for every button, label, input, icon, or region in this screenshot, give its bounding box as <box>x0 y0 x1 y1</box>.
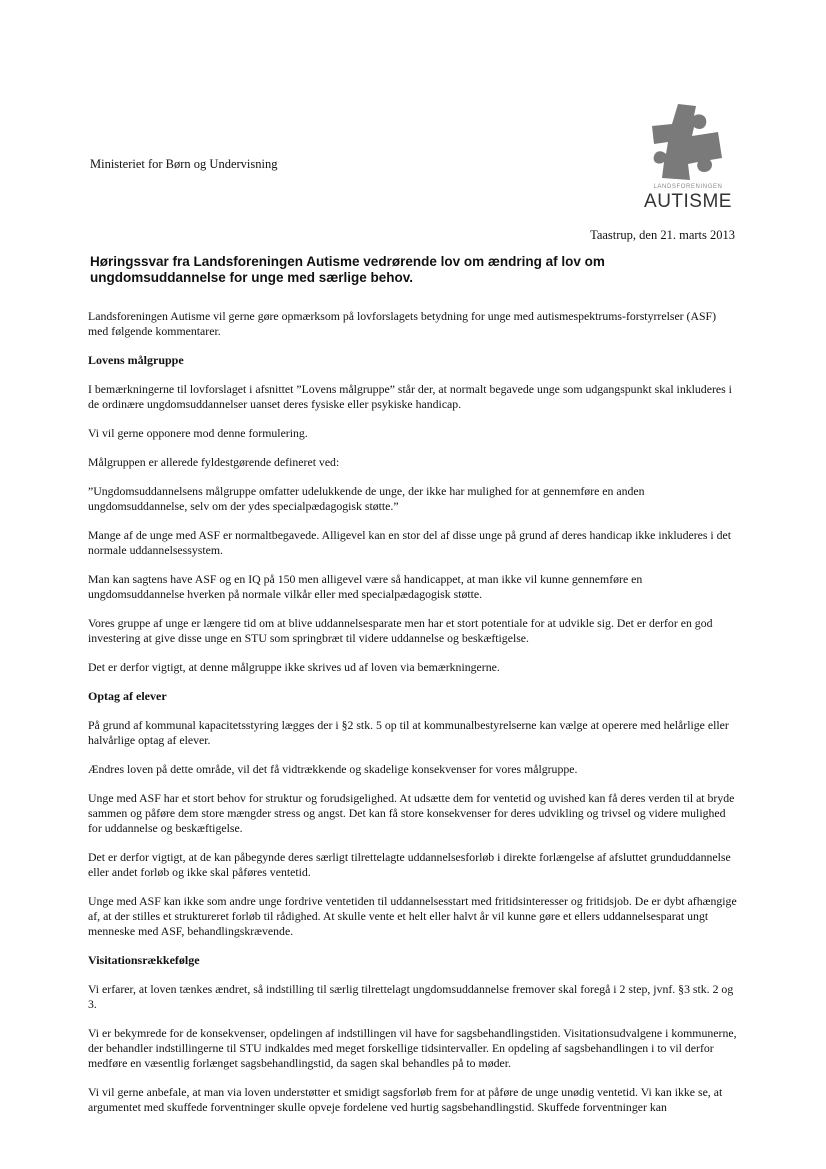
landsforeningen-autisme-logo <box>638 102 738 220</box>
paragraph: Ændres loven på dette område, vil det få vidtrækkende og skadelige konsekvenser for vores målgruppe. <box>88 762 578 776</box>
paragraph: Det er derfor vigtigt, at de kan påbegynde deres særligt tilrettelagte uddannelsesforløb i direkte forlængelse af afsluttet grunduddannelse eller andet forløb og ikke skal påføres ventetid. <box>88 850 731 879</box>
paragraph: Vi er bekymrede for de konsekvenser, opdelingen af indstillingen vil have for sagsbehandlingstiden. Visitationsudvalgene i kommunerne, der behandler indstillingerne til STU indkaldes med meget forskellige tidsintervaller. En opdeling af sagsbehandlingen i to vil derfor medføre en væsentlig forlænget sagsbehandlingstid, da sagen skal behandles på to møder. <box>88 1026 737 1070</box>
paragraph: Vores gruppe af unge er længere tid om at blive uddannelsesparate men har et stort potentiale for at udvikle sig. Det er derfor en god investering at give disse unge en STU som springbræt til videre uddannelse og beskæftigelse. <box>88 616 713 645</box>
paragraph: På grund af kommunal kapacitetsstyring lægges der i §2 stk. 5 op til at kommunalbestyrelserne kan vælge at operere med helårlige eller halvårlige optag af elever. <box>88 718 729 747</box>
paragraph: Det er derfor vigtigt, at denne målgruppe ikke skrives ud af loven via bemærkningerne. <box>88 660 500 674</box>
logo-subtitle: LANDSFORENINGEN <box>653 184 723 190</box>
paragraph: Vi vil gerne opponere mod denne formulering. <box>88 426 308 440</box>
paragraph: I bemærkningerne til lovforslaget i afsnittet ”Lovens målgruppe” står der, at normalt begavede unge som udgangspunkt skal inkluderes i de ordinære ungdomsuddannelser uanset deres fysiske eller psykiske handicap. <box>88 382 732 411</box>
document-title: Høringssvar fra Landsforeningen Autisme vedrørende lov om ændring af lov om ungdomsuddannelse for unge med særlige behov. <box>90 254 605 285</box>
logo-wordmark: AUTISME <box>644 191 732 212</box>
puzzle-piece-icon <box>648 102 730 182</box>
paragraph: Mange af de unge med ASF er normaltbegavede. Alligevel kan en stor del af disse unge på grund af deres handicap ikke inkluderes i det normale uddannelsessystem. <box>88 528 732 557</box>
recipient-address: Ministeriet for Børn og Undervisning <box>90 157 278 171</box>
section-heading: Optag af elever <box>88 689 167 703</box>
letter-date: Taastrup, den 21. marts 2013 <box>590 228 735 242</box>
document-body <box>88 309 738 1129</box>
paragraph: Unge med ASF har et stort behov for struktur og forudsigelighed. At udsætte dem for ventetid og uvished kan få deres verden til at bryde sammen og påføre dem store mængder stress og angst. Det kan få store konsekvenser for deres udvikling og trivsel og videre mulighed for uddannelse og beskæftigelse. <box>88 791 735 835</box>
intro-paragraph: Landsforeningen Autisme vil gerne gøre opmærksom på lovforslagets betydning for unge med autismespektrums-forstyrrelser (ASF) med følgende kommentarer. <box>88 309 717 338</box>
paragraph: Vi vil gerne anbefale, at man via loven understøtter et smidigt sagsforløb frem for at påføre de unge unødig ventetid. Vi kan ikke se, at argumentet med skuffede forventninger skulle opveje fordelene ved hurtig sagsbehandlingstid. Skuffede forventninger kan <box>88 1085 723 1114</box>
paragraph: Unge med ASF kan ikke som andre unge fordrive ventetiden til uddannelsesstart med fritidsinteresser og fritidsjob. De er dybt afhængige af, at der stilles et struktureret forløb til rådighed. At skulle vente et helt eller halvt år vil kunne gøre et ellers uddannelsesparat ungt menneske med ASF, behandlingskrævende. <box>88 894 737 938</box>
paragraph: Målgruppen er allerede fyldestgørende defineret ved: <box>88 455 340 469</box>
section-heading: Visitationsrækkefølge <box>88 953 200 967</box>
section-heading: Lovens målgruppe <box>88 353 184 367</box>
paragraph: Man kan sagtens have ASF og en IQ på 150 men alligevel være så handicappet, at man ikke vil kunne gennemføre en ungdomsuddannelse hverken på normale vilkår eller med specialpædagogisk støtte. <box>88 572 643 601</box>
quote-paragraph: ”Ungdomsuddannelsens målgruppe omfatter udelukkende de unge, der ikke har mulighed for at gennemføre en anden ungdomsuddannelse, selv om der ydes specialpædagogisk støtte.” <box>88 484 645 513</box>
paragraph: Vi erfarer, at loven tænkes ændret, så indstilling til særlig tilrettelagt ungdomsuddannelse fremover skal foregå i 2 step, jvnf. §3 stk. 2 og 3. <box>88 982 734 1011</box>
